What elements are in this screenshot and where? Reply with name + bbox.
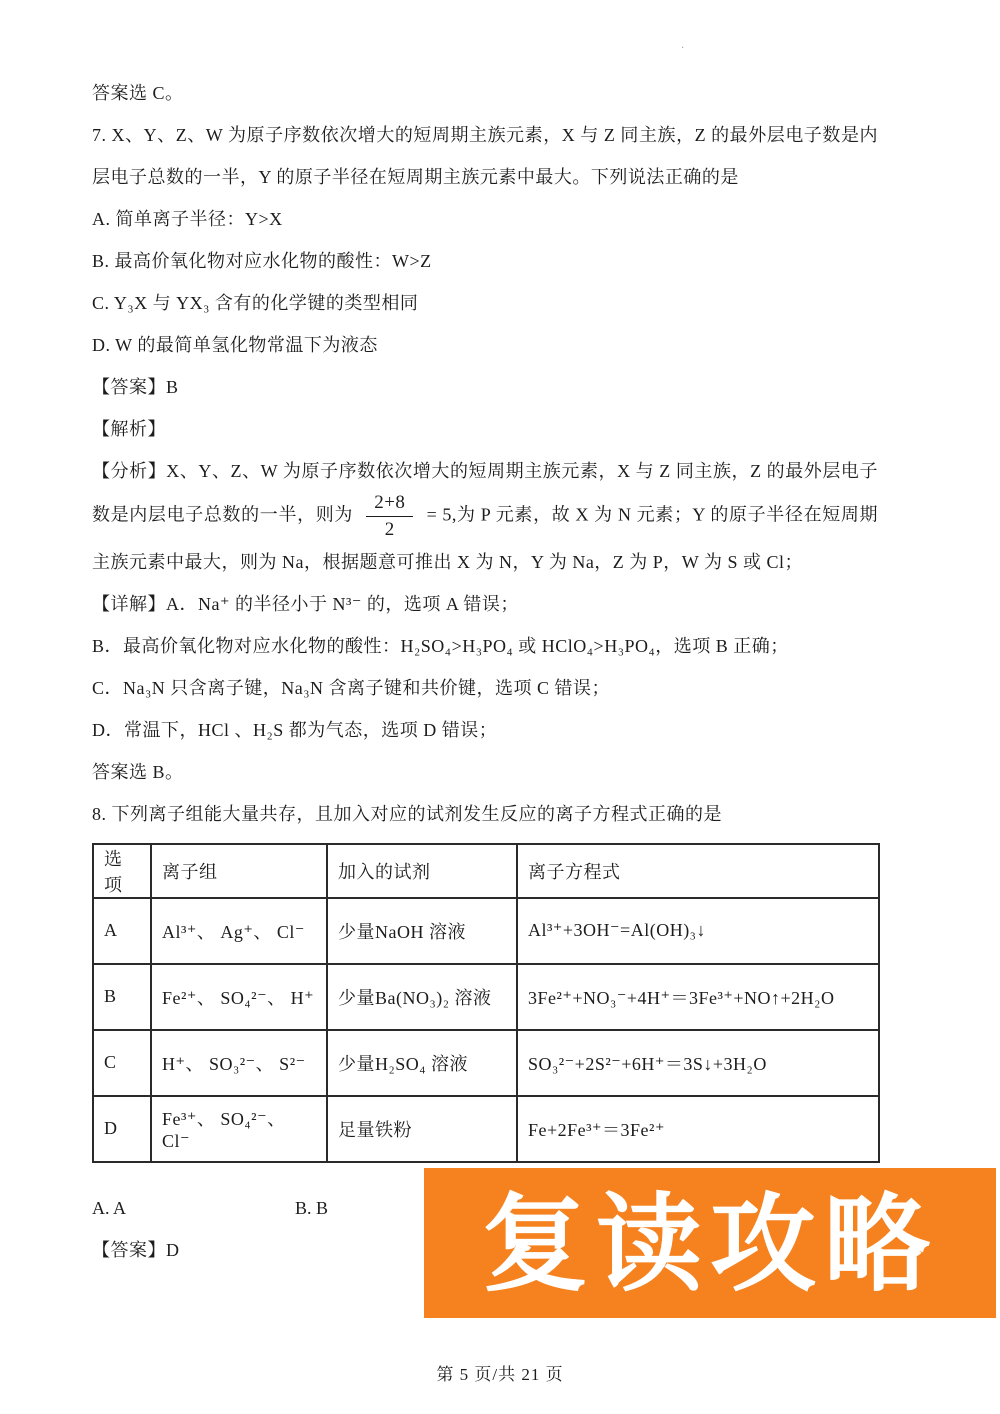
q7-option-c: C. Y₃X 与 YX₃ 含有的化学键的类型相同 bbox=[92, 293, 419, 313]
exam-page-content bbox=[92, 72, 878, 1271]
watermark-banner bbox=[424, 1168, 996, 1318]
cell-equation: 3Fe²⁺+NO₃⁻+4H⁺＝3Fe³⁺+NO↑+2H₂O bbox=[517, 964, 879, 1030]
cell-equation: SO₃²⁻+2S²⁻+6H⁺＝3S↓+3H₂O bbox=[517, 1030, 879, 1096]
watermark-text: 复读攻略 bbox=[482, 1186, 938, 1304]
cell-ions: H⁺、 SO₃²⁻、 S²⁻ bbox=[151, 1030, 327, 1096]
cell-option: D bbox=[93, 1096, 151, 1162]
q7-detail-b: B．最高价氧化物对应水化物的酸性：H₂SO₄>H₃PO₄ 或 HClO₄>H₃PO₄，选项 B 正确； bbox=[92, 635, 789, 656]
cell-reagent: 少量NaOH 溶液 bbox=[327, 898, 517, 964]
cell-option: C bbox=[93, 1030, 151, 1096]
q7-analysis-label: 【解析】 bbox=[92, 419, 166, 439]
q7-option-b: B. 最高价氧化物对应水化物的酸性：W>Z bbox=[92, 251, 432, 271]
cell-ions: Al³⁺、 Ag⁺、 Cl⁻ bbox=[151, 898, 327, 964]
cell-equation: Fe+2Fe³⁺＝3Fe²⁺ bbox=[517, 1096, 879, 1162]
cell-reagent: 足量铁粉 bbox=[327, 1096, 517, 1162]
table-row bbox=[93, 1096, 879, 1162]
question-7-stem: 7. X、Y、Z、W 为原子序数依次增大的短周期主族元素，X 与 Z 同主族，Z 的最外层电子数是内层电子总数的一半，Y 的原子半径在短周期主族元素中最大。下列说法正确的是 bbox=[92, 125, 878, 187]
fraction bbox=[366, 492, 413, 541]
q7-detail-d: D．常温下，HCl 、H₂S 都为气态，选项 D 错误； bbox=[92, 719, 498, 740]
table-header-row bbox=[93, 844, 879, 898]
cell-reagent: 少量H₂SO₄ 溶液 bbox=[327, 1030, 517, 1096]
table-row bbox=[93, 964, 879, 1030]
q7-detail-c: C．Na₃N 只含离子键，Na₃N 含离子键和共价键，选项 C 错误； bbox=[92, 677, 611, 698]
stray-mark: · bbox=[681, 43, 685, 54]
q7-option-a: A. 简单离子半径：Y>X bbox=[92, 209, 283, 229]
analysis-text-after: = 5,为 P 元素，故 X 为 N 元素；Y 的原子半径在短周期主族元素中最大，则为 Na，根据题意可推出 X 为 N，Y 为 Na，Z 为 P，W 为 S 或 Cl； bbox=[92, 504, 879, 572]
question-8-stem: 8. 下列离子组能大量共存，且加入对应的试剂发生反应的离子方程式正确的是 bbox=[92, 803, 722, 824]
q8-answer-option-b: B. B bbox=[295, 1197, 329, 1218]
q8-answer-label: 【答案】D bbox=[92, 1239, 180, 1260]
analysis-text-before: 【分析】X、Y、Z、W 为原子序数依次增大的短周期主族元素，X 与 Z 同主族，Z 的最外层电子数是内层电子总数的一半，则为 bbox=[92, 461, 878, 525]
fraction-numerator: 2+8 bbox=[366, 492, 413, 517]
cell-reagent: 少量Ba(NO₃)₂ 溶液 bbox=[327, 964, 517, 1030]
q7-detail-a: 【详解】A．Na⁺ 的半径小于 N³⁻ 的，选项 A 错误； bbox=[92, 593, 519, 614]
table-header-reagent: 加入的试剂 bbox=[327, 844, 517, 898]
table-header-ions: 离子组 bbox=[151, 844, 327, 898]
q7-answer-label: 【答案】B bbox=[92, 377, 179, 397]
q7-option-d: D. W 的最简单氢化物常温下为液态 bbox=[92, 335, 378, 355]
table-header-option: 选项 bbox=[93, 844, 151, 898]
cell-ions: Fe³⁺、 SO₄²⁻、 Cl⁻ bbox=[151, 1096, 327, 1162]
cell-ions: Fe²⁺、 SO₄²⁻、 H⁺ bbox=[151, 964, 327, 1030]
cell-equation: Al³⁺+3OH⁻=Al(OH)₃↓ bbox=[517, 898, 879, 964]
fraction-denominator: 2 bbox=[384, 518, 395, 540]
q7-answer-note: 答案选 B。 bbox=[92, 761, 184, 782]
cell-option: A bbox=[93, 898, 151, 964]
table-row bbox=[93, 1030, 879, 1096]
q7-analysis-paragraph bbox=[92, 450, 878, 583]
q8-answer-option-a: A. A bbox=[92, 1197, 127, 1218]
table-row bbox=[93, 898, 879, 964]
q6-answer-note: 答案选 C。 bbox=[92, 83, 184, 103]
page-footer: 第 5 页/共 21 页 bbox=[436, 1365, 564, 1384]
table-header-equation: 离子方程式 bbox=[517, 844, 879, 898]
cell-option: B bbox=[93, 964, 151, 1030]
q8-table bbox=[92, 843, 880, 1163]
